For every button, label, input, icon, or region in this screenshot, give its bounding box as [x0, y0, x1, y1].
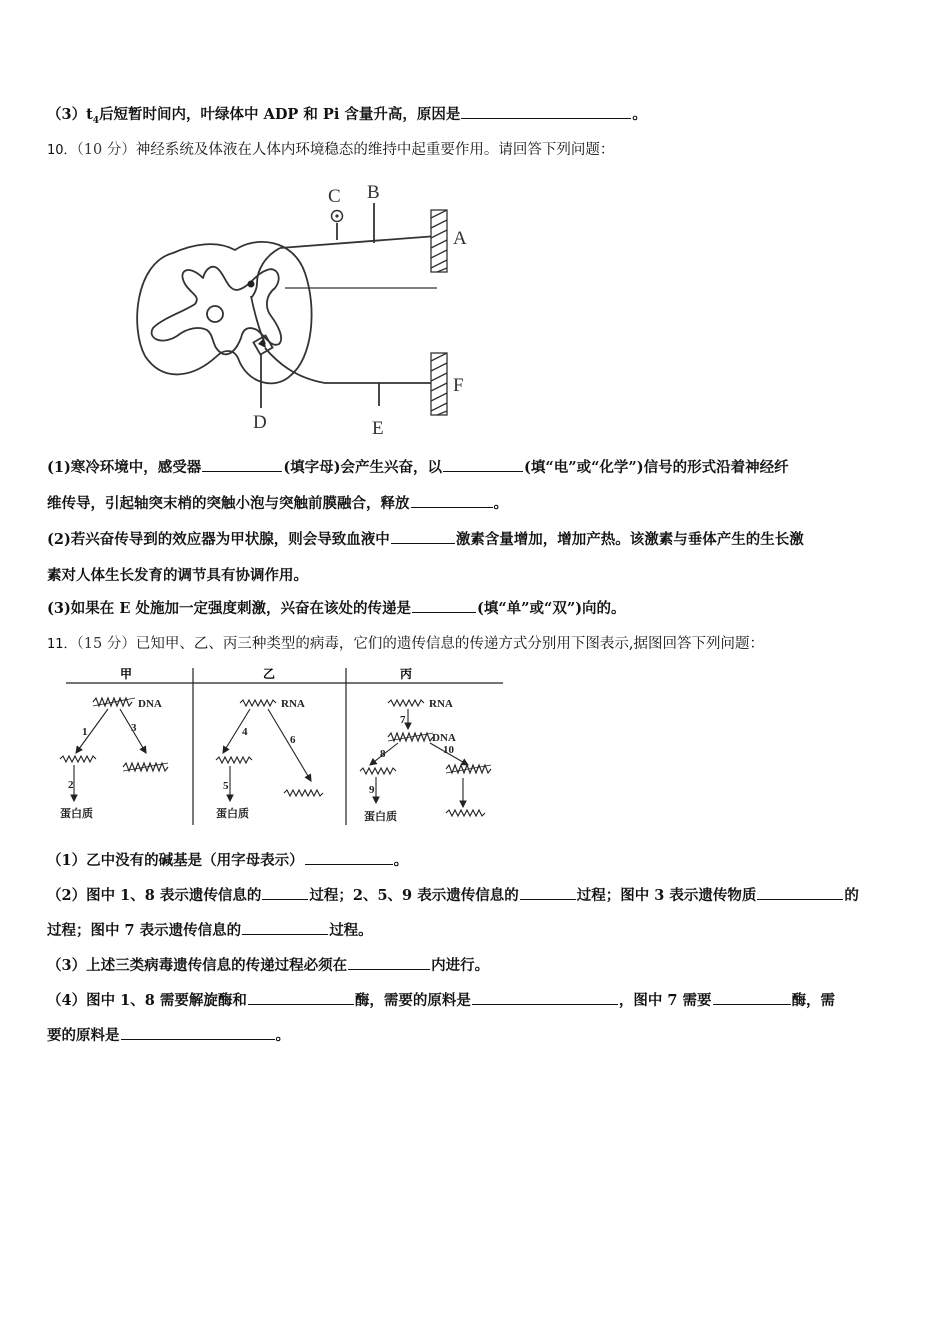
q10-stem: 10．（10 分）神经系统及体液在人体内环境稳态的维持中起重要作用。请回答下列问题： [47, 142, 615, 158]
num-6: 6 [290, 734, 296, 746]
answer-blank[interactable] [472, 990, 618, 1005]
bing-rna-label: RNA [429, 698, 453, 710]
answer-blank[interactable] [348, 955, 430, 970]
q10-part2-line1: (2)若兴奋传导到的效应器为甲状腺，则会导致血液中 激素含量增加，增加产热。该激素与垂体产生的生长激 [47, 531, 804, 548]
header-jia: 甲 [120, 667, 133, 681]
num-1: 1 [82, 726, 88, 738]
num-4: 4 [242, 726, 248, 738]
answer-blank[interactable] [520, 885, 576, 900]
label-A: A [453, 228, 467, 249]
bing-rna-copy [360, 768, 396, 774]
bing-dna-label: DNA [432, 732, 456, 744]
jia-rna-strand [60, 756, 96, 762]
num-5: 5 [223, 780, 229, 792]
q11-part2-line2: 过程；图中 7 表示遗传信息的 过程。 [47, 922, 373, 939]
answer-blank[interactable] [713, 990, 791, 1005]
central-canal [207, 306, 223, 322]
jia-dna-label: DNA [138, 698, 162, 710]
answer-blank[interactable] [411, 493, 493, 508]
yi-rna-copy [216, 757, 252, 763]
q11-part3: （3）上述三类病毒遗传信息的传递过程必须在 内进行。 [47, 957, 490, 974]
answer-blank[interactable] [443, 457, 523, 472]
label-E: E [372, 418, 384, 439]
spinal-cord-outline [137, 242, 311, 383]
afferent-fiber [280, 236, 437, 248]
effector-F [431, 353, 447, 415]
efferent-fiber [265, 348, 435, 383]
q10-part1-line1: (1)寒冷环境中，感受器 (填字母)会产生兴奋，以 (填“电”或“化学”)信号的形式沿着神经纤 [47, 459, 789, 476]
virus-information-flow-diagram [58, 663, 508, 828]
q11-part2-line1: （2）图中 1、8 表示遗传信息的 过程；2、5、9 表示遗传信息的 过程；图中 3 表示遗传物质 的 [47, 887, 859, 904]
jia-protein-label: 蛋白质 [60, 808, 93, 820]
num-8: 8 [380, 748, 386, 760]
answer-blank[interactable] [412, 598, 476, 613]
answer-blank[interactable] [757, 885, 843, 900]
q9-part3: $(3)t_4$后短暂时间内，叶绿体中 ADP 和 Pi 含量升高，原因是 。 [47, 106, 647, 126]
answer-blank[interactable] [248, 990, 354, 1005]
label-B: B [367, 182, 380, 203]
yi-rna-strand [240, 700, 276, 706]
yi-rna-label: RNA [281, 698, 305, 710]
q10-part3: (3)如果在 E 处施加一定强度刺激，兴奋在该处的传递是 (填“单”或“双”)向的。 [47, 600, 626, 617]
num-7: 7 [400, 714, 406, 726]
yi-rna-copy2 [284, 790, 323, 796]
answer-blank[interactable] [121, 1025, 275, 1040]
arrow-1 [76, 709, 108, 753]
header-yi: 乙 [263, 667, 276, 681]
q10-part2-line2: 素对人体生长发育的调节具有协调作用。 [47, 567, 308, 584]
num-3: 3 [131, 722, 137, 734]
bing-rna-final [446, 810, 485, 816]
q11-stem: 11．（15 分）已知甲、乙、丙三种类型的病毒，它们的遗传信息的传递方式分别用下图表示,据图回答下列问题： [47, 636, 764, 652]
answer-blank[interactable] [305, 850, 393, 865]
answer-blank[interactable] [242, 920, 328, 935]
spinal-cord-reflex-diagram [125, 178, 485, 440]
answer-blank[interactable] [461, 104, 631, 119]
q11-part4-line2: 要的原料是 。 [47, 1027, 290, 1044]
synapse-dot [248, 281, 255, 288]
label-C: C [328, 186, 341, 207]
answer-blank[interactable] [262, 885, 308, 900]
q11-part1: （1）乙中没有的碱基是（用字母表示） 。 [47, 852, 409, 869]
num-9: 9 [369, 784, 375, 796]
q11-part4-line1: （4）图中 1、8 需要解旋酶和 酶，需要的原料是 ，图中 7 需要 酶，需 [47, 992, 836, 1009]
q10-part1-line2: 维传导，引起轴突末梢的突触小泡与突触前膜融合，释放 。 [47, 495, 508, 512]
answer-blank[interactable] [202, 457, 282, 472]
label-F: F [453, 375, 464, 396]
effector-A [431, 210, 447, 272]
bing-rna-strand [388, 700, 424, 706]
num-2: 2 [68, 779, 74, 791]
label-D: D [253, 412, 267, 433]
yi-protein-label: 蛋白质 [216, 808, 249, 820]
bing-protein-label: 蛋白质 [364, 811, 397, 823]
num-10: 10 [443, 744, 454, 756]
answer-blank[interactable] [391, 529, 455, 544]
afferent-branch [251, 248, 280, 298]
header-bing: 丙 [400, 667, 413, 681]
